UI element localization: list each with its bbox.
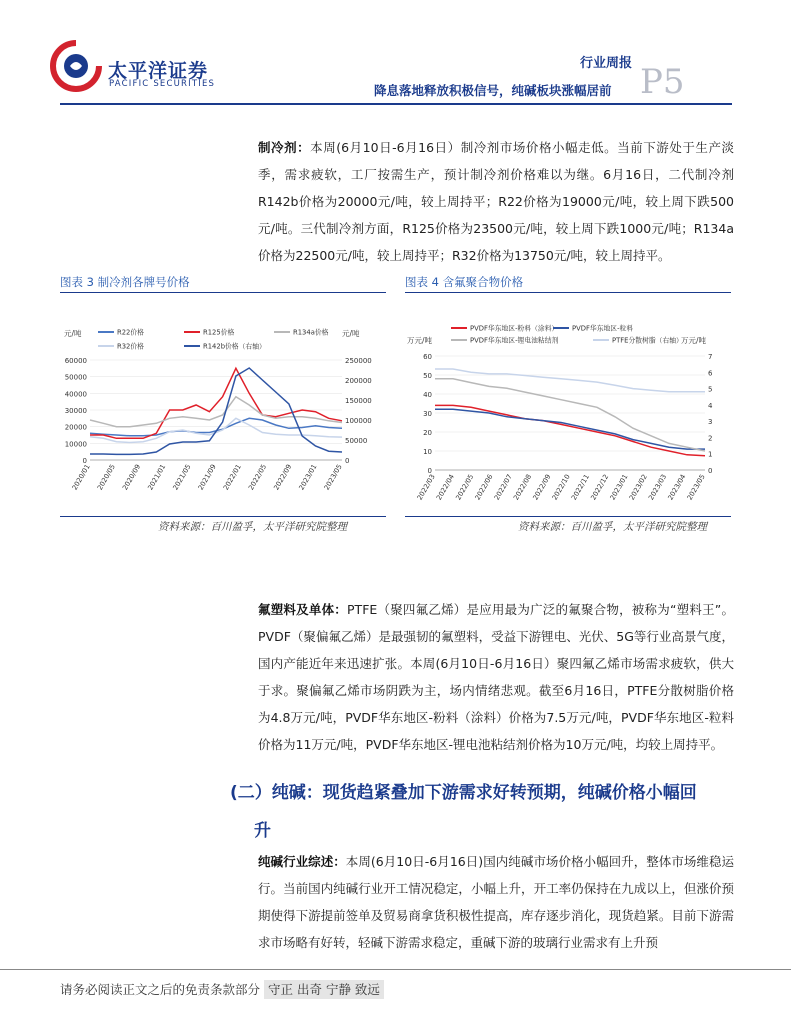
- y-left-unit: 万元/吨: [407, 336, 433, 345]
- x-tick-label: 2021/05: [171, 463, 193, 492]
- refrigerant-price-chart: [60, 316, 386, 516]
- x-tick-label: 2022/07: [492, 473, 514, 502]
- report-title: 降息落地释放积极信号，纯碱板块涨幅居前: [374, 83, 612, 98]
- paragraph-text: 本周(6月10日-6月16日）制冷剂市场价格小幅走低。当前下游处于生产淡季，需求疲软，工厂按需生产，预计制冷剂价格难以为继。6月16日，二代制冷剂R142b价格为20000元/吨，较上周持平；R22价格为19000元/吨，较上周下跌500元/吨。三代制冷剂方面，R125价格为23500元/吨，较上周下跌1000元/吨；R134a价格为22500元/吨，较上周持平；R32价格为13750元/吨，较上周持平。: [258, 140, 734, 263]
- x-tick-label: 2022/05: [247, 463, 269, 492]
- footer: [60, 980, 384, 998]
- figure3-source: 资料来源：百川盈孚，太平洋研究院整理: [158, 521, 347, 533]
- series-line: [90, 397, 342, 427]
- report-type: 行业周报: [580, 56, 633, 71]
- y-right-unit: 元/吨: [342, 329, 360, 338]
- x-tick-label: 2022/04: [434, 473, 457, 502]
- y-right-tick-label: 1: [708, 450, 713, 459]
- legend-label: PTFE分散树脂（右轴）: [612, 336, 683, 345]
- legend-label: PVDF华东地区-锂电池粘结剂: [470, 336, 559, 345]
- y-right-tick-label: 0: [708, 467, 713, 475]
- y-right-tick-label: 3: [708, 418, 713, 427]
- series-line: [435, 409, 705, 449]
- y-left-tick-label: 60: [423, 353, 432, 361]
- y-right-tick-label: 150000: [345, 397, 372, 405]
- x-tick-label: 2023/04: [666, 473, 688, 502]
- section-title-line2: 升: [254, 821, 271, 841]
- legend-label: PVDF华东地区-粒料: [572, 324, 634, 333]
- section-title-line1: (二）纯碱：现货趋紧叠加下游需求好转预期，纯碱价格小幅回: [230, 783, 697, 803]
- y-left-tick-label: 0: [82, 457, 87, 465]
- y-left-unit: 元/吨: [64, 329, 82, 338]
- y-left-tick-label: 20: [423, 429, 432, 437]
- x-tick-label: 2023/02: [627, 473, 649, 502]
- y-right-tick-label: 250000: [345, 357, 372, 365]
- legend-label: R32价格: [117, 342, 144, 351]
- y-left-tick-label: 60000: [64, 357, 87, 365]
- series-line: [435, 369, 705, 392]
- x-tick-label: 2021/09: [196, 463, 218, 492]
- x-tick-label: 2023/03: [647, 473, 669, 502]
- figure4-title: 图表 4 含氟聚合物价格: [405, 275, 524, 289]
- series-line: [90, 368, 342, 454]
- x-tick-label: 2020/09: [121, 463, 143, 492]
- x-tick-label: 2023/05: [685, 473, 707, 502]
- brand-name-cn: 太平洋证券: [108, 60, 209, 82]
- x-tick-label: 2022/03: [415, 473, 437, 502]
- paragraph-lead: 氟塑料及单体：: [258, 602, 348, 617]
- figure3-top-rule: [60, 292, 386, 293]
- x-tick-label: 2022/08: [512, 473, 534, 502]
- y-left-tick-label: 40000: [64, 390, 87, 399]
- y-left-tick-label: 30000: [64, 407, 87, 415]
- figure3-title: 图表 3 制冷剂各牌号价格: [60, 275, 190, 289]
- series-line: [435, 379, 705, 451]
- footer-divider: [0, 969, 791, 970]
- soda-ash-paragraph: [258, 848, 734, 956]
- page-number: P5: [640, 62, 685, 102]
- legend-label: R22价格: [117, 328, 144, 337]
- section-title: [230, 774, 740, 850]
- paragraph-text: PTFE（聚四氟乙烯）是应用最为广泛的氟聚合物，被称为“塑料王”。PVDF（聚偏氟乙烯）是最强韧的氟塑料，受益下游锂电、光伏、5G等行业高景气度，国内产能近年来迅速扩张。本周(6月10日-6月16日）聚四氟乙烯市场需求疲软，供大于求。聚偏氟乙烯市场阴跌为主，场内情绪悲观。截至6月16日，PTFE分散树脂价格为4.8万元/吨，PVDF华东地区-粉料（涂料）价格为7.5万元/吨，PVDF华东地区-粒料价格为11万元/吨，PVDF华东地区-锂电池粘结剂价格为10万元/吨，均较上周持平。: [258, 602, 734, 752]
- brand-name-en: PACIFIC SECURITIES: [109, 79, 216, 89]
- footer-motto: 守正 出奇 宁静 致远: [264, 980, 384, 999]
- y-right-tick-label: 200000: [345, 377, 372, 385]
- y-left-tick-label: 0: [427, 467, 432, 475]
- paragraph-lead: 纯碱行业综述：: [258, 854, 346, 869]
- x-tick-label: 2021/01: [146, 463, 168, 492]
- x-tick-label: 2022/12: [589, 473, 611, 502]
- legend-label: R142b价格（右轴）: [203, 342, 266, 351]
- figure3-bottom-rule: [60, 516, 386, 517]
- y-right-tick-label: 50000: [345, 437, 368, 445]
- footer-disclaimer: 请务必阅读正文之后的免责条款部分: [60, 982, 261, 997]
- x-tick-label: 2022/11: [569, 473, 592, 502]
- legend-label: PVDF华东地区-粉料（涂料）: [470, 324, 559, 333]
- x-tick-label: 2023/01: [608, 473, 630, 502]
- y-right-tick-label: 4: [708, 401, 713, 410]
- y-left-tick-label: 20000: [64, 423, 87, 432]
- fluoroplastic-paragraph: [258, 596, 734, 758]
- company-logo-icon: [50, 40, 102, 92]
- x-tick-label: 2022/10: [550, 473, 572, 502]
- x-tick-label: 2023/05: [322, 463, 344, 492]
- paragraph-lead: 制冷剂：: [258, 140, 311, 155]
- paragraph-text: 本周(6月10日-6月16日)国内纯碱市场价格小幅回升，整体市场维稳运行。当前国内纯碱行业开工情况稳定，小幅上升，开工率仍保持在九成以上，但涨价预期使得下游提前签单及贸易商拿货积极性提高，库存逐步消化，现货趋紧。目前下游需求市场略有好转，轻碱下游需求稳定，重碱下游的玻璃行业需求有上升预: [258, 854, 734, 950]
- x-tick-label: 2022/06: [473, 473, 495, 502]
- y-right-tick-label: 7: [708, 353, 713, 361]
- y-right-tick-label: 5: [708, 385, 713, 394]
- y-left-tick-label: 30: [423, 410, 432, 418]
- figure4-bottom-rule: [405, 516, 731, 517]
- y-left-tick-label: 40: [423, 391, 432, 399]
- legend-label: R134a价格: [293, 328, 329, 337]
- y-right-unit: 万元/吨: [681, 336, 707, 345]
- x-tick-label: 2023/01: [297, 463, 319, 492]
- x-tick-label: 2022/09: [272, 463, 294, 492]
- figure4-source: 资料来源：百川盈孚，太平洋研究院整理: [518, 521, 707, 533]
- fluoropolymer-price-chart: [405, 316, 731, 516]
- x-tick-label: 2022/01: [221, 463, 243, 492]
- x-tick-label: 2020/05: [95, 463, 117, 492]
- y-right-tick-label: 100000: [345, 417, 372, 425]
- x-tick-label: 2022/05: [454, 473, 476, 502]
- header-divider: [60, 103, 732, 105]
- x-tick-label: 2022/09: [531, 473, 553, 502]
- y-right-tick-label: 6: [708, 369, 713, 378]
- legend-label: R125价格: [203, 328, 235, 337]
- refrigerant-paragraph: [258, 134, 734, 269]
- y-right-tick-label: 0: [345, 457, 350, 465]
- y-left-tick-label: 10000: [64, 440, 87, 449]
- y-left-tick-label: 50000: [64, 373, 87, 382]
- x-tick-label: 2020/01: [70, 463, 92, 492]
- y-left-tick-label: 50: [423, 372, 432, 380]
- y-left-tick-label: 10: [423, 448, 432, 456]
- y-right-tick-label: 2: [708, 434, 713, 443]
- figure4-top-rule: [405, 292, 731, 293]
